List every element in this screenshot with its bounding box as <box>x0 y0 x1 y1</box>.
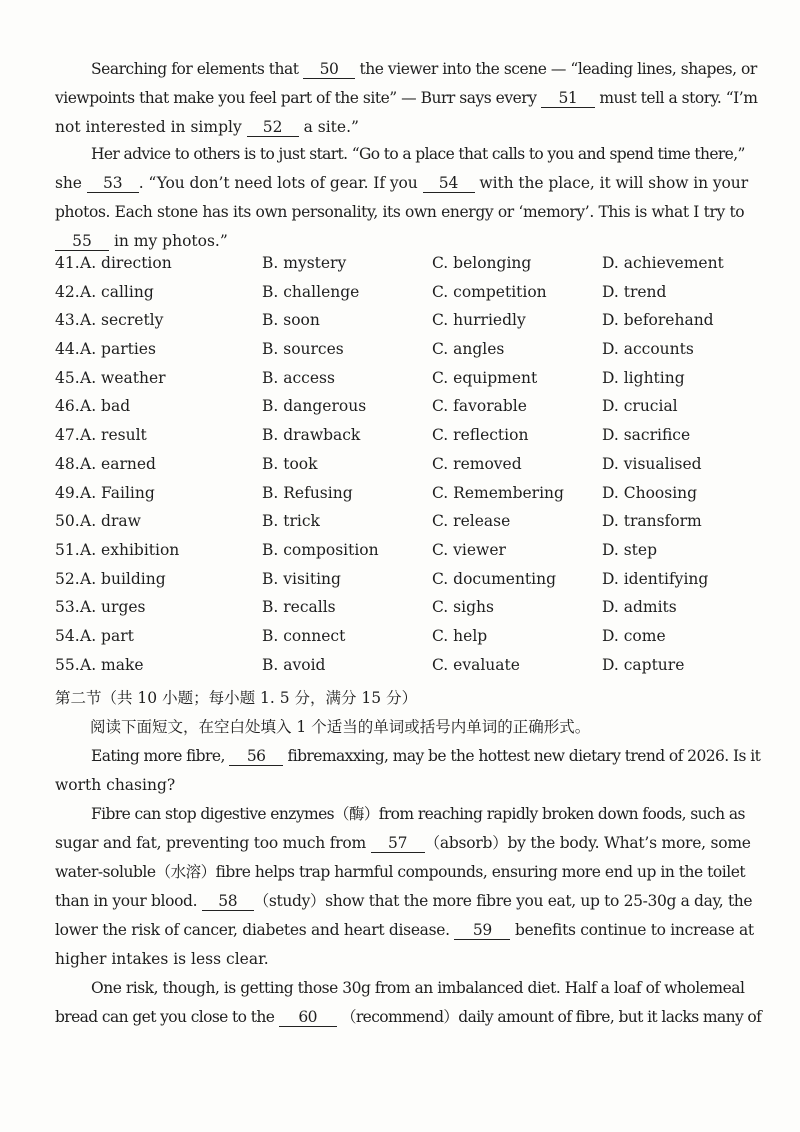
option-c: C. evaluate <box>432 655 520 674</box>
option-d: D. step <box>602 540 658 559</box>
blank-55: 55 <box>55 232 109 251</box>
text: viewpoints that make you feel part of the site” — Burr says every <box>55 89 537 107</box>
question-row <box>55 311 755 340</box>
option-d: D. transform <box>602 512 702 531</box>
option-b: B. soon <box>262 311 320 330</box>
blank-54: 54 <box>423 174 475 193</box>
option-c: C. competition <box>432 282 547 301</box>
text: . “You don’t need lots of gear. If you <box>138 174 418 192</box>
option-c: C. favorable <box>432 397 527 416</box>
passage-paragraph-5 <box>55 974 762 1032</box>
question-number: 43. <box>55 311 80 330</box>
question-row <box>55 254 755 283</box>
option-a: A. parties <box>80 340 156 359</box>
option-b: B. recalls <box>262 598 336 617</box>
option-c: C. angles <box>432 340 505 359</box>
option-d: D. accounts <box>602 340 694 359</box>
question-number: 51. <box>55 540 80 559</box>
option-c: C. help <box>432 626 488 645</box>
option-b: B. connect <box>262 626 346 645</box>
option-a: A. building <box>80 569 166 588</box>
option-b: B. took <box>262 454 318 473</box>
question-row <box>55 484 755 513</box>
blank-59: 59 <box>454 921 510 940</box>
option-b: B. sources <box>262 340 344 359</box>
text: One risk, though, is getting those 30g from an imbalanced diet. Half a loaf of wholemeal <box>91 979 745 997</box>
question-row <box>55 627 755 656</box>
option-a: A. weather <box>80 368 166 387</box>
option-d: D. beforehand <box>602 311 714 330</box>
option-a: A. result <box>80 426 147 445</box>
text: （absorb）by the body. What’s more, some <box>424 834 751 852</box>
option-a: A. make <box>80 655 144 674</box>
option-d: D. crucial <box>602 397 678 416</box>
option-c: C. release <box>432 512 511 531</box>
question-number: 54. <box>55 626 80 645</box>
question-number: 49. <box>55 483 80 502</box>
option-b: B. Refusing <box>262 483 353 502</box>
option-d: D. identifying <box>602 569 709 588</box>
question-row <box>55 598 755 627</box>
text: sugar and fat, preventing too much from <box>55 834 366 852</box>
text: than in your blood. <box>55 892 198 910</box>
question-number: 44. <box>55 340 80 359</box>
option-c: C. belonging <box>432 254 532 272</box>
option-d: D. trend <box>602 282 667 301</box>
option-c: C. reflection <box>432 426 529 445</box>
passage-paragraph-1 <box>55 55 758 142</box>
blank-57: 57 <box>371 834 425 853</box>
option-b: B. challenge <box>262 282 360 301</box>
text: higher intakes is less clear. <box>55 950 269 968</box>
option-c: C. documenting <box>432 569 557 588</box>
option-b: B. visiting <box>262 569 341 588</box>
question-row <box>55 512 755 541</box>
option-a: A. earned <box>80 454 156 473</box>
option-c: C. equipment <box>432 368 538 387</box>
blank-53: 53 <box>87 174 139 193</box>
answer-options-list <box>55 254 755 684</box>
option-c: C. removed <box>432 454 522 473</box>
section-2-instruction: 阅读下面短文，在空白处填入 1 个适当的单词或括号内单词的正确形式。 <box>90 718 591 736</box>
question-number: 50. <box>55 512 80 531</box>
text: must tell a story. “I’m <box>599 89 758 107</box>
option-a: A. direction <box>80 254 172 272</box>
passage-paragraph-4 <box>55 800 754 974</box>
option-d: D. come <box>602 626 666 645</box>
blank-52: 52 <box>247 118 299 137</box>
question-number: 46. <box>55 397 80 416</box>
option-a: A. Failing <box>80 483 155 502</box>
text: water-soluble（水溶）fibre helps trap harmful compounds, ensuring more end up in the toilet <box>55 863 746 881</box>
option-d: D. sacrifice <box>602 426 691 445</box>
option-d: D. lighting <box>602 368 685 387</box>
question-number: 47. <box>55 426 80 445</box>
text: Searching for elements that <box>91 60 299 78</box>
question-row <box>55 656 755 685</box>
text: Fibre can stop digestive enzymes（酶）from reaching rapidly broken down foods, such as <box>91 805 745 823</box>
passage-paragraph-2 <box>55 140 749 256</box>
option-c: C. hurriedly <box>432 311 526 330</box>
question-row <box>55 340 755 369</box>
blank-51: 51 <box>541 89 595 108</box>
question-number: 53. <box>55 598 80 617</box>
text: fibremaxxing, may be the hottest new dietary trend of 2026. Is it <box>287 747 761 765</box>
text: （study）show that the more fibre you eat, up to 25-30g a day, the <box>253 892 753 910</box>
blank-56: 56 <box>229 747 283 766</box>
option-c: C. Remembering <box>432 483 564 502</box>
text: in my photos.” <box>113 232 228 250</box>
question-number: 52. <box>55 569 80 588</box>
option-a: A. calling <box>80 282 154 301</box>
option-b: B. composition <box>262 540 379 559</box>
text: the viewer into the scene — “leading lines, shapes, or <box>359 60 757 78</box>
question-number: 42. <box>55 282 80 301</box>
option-a: A. bad <box>80 397 131 416</box>
question-row <box>55 570 755 599</box>
option-b: B. access <box>262 368 335 387</box>
blank-50: 50 <box>303 60 355 79</box>
text: lower the risk of cancer, diabetes and heart disease. <box>55 921 450 939</box>
question-number: 45. <box>55 368 80 387</box>
text: photos. Each stone has its own personality, its own energy or ‘memory’. This is what I try to <box>55 203 745 221</box>
question-row <box>55 455 755 484</box>
option-a: A. part <box>80 626 134 645</box>
question-row <box>55 283 755 312</box>
option-b: B. trick <box>262 512 320 531</box>
text: a site.” <box>303 118 359 136</box>
section-2-header: 第二节（共 10 小题；每小题 1. 5 分，满分 15 分） <box>55 689 418 707</box>
option-d: D. achievement <box>602 254 724 272</box>
question-row <box>55 369 755 398</box>
option-c: C. viewer <box>432 540 506 559</box>
option-a: A. secretly <box>80 311 164 330</box>
text: （recommend）daily amount of fibre, but it lacks many of <box>340 1008 762 1026</box>
option-a: A. exhibition <box>80 540 180 559</box>
option-a: A. draw <box>80 512 141 531</box>
option-d: D. admits <box>602 598 677 617</box>
text: Her advice to others is to just start. “Go to a place that calls to you and spend time there,” <box>91 145 745 163</box>
option-b: B. avoid <box>262 655 326 674</box>
text: worth chasing? <box>55 776 176 794</box>
text: bread can get you close to the <box>55 1008 275 1026</box>
option-d: D. visualised <box>602 454 702 473</box>
option-d: D. capture <box>602 655 685 674</box>
question-number: 55. <box>55 655 80 674</box>
question-row <box>55 426 755 455</box>
question-number: 48. <box>55 454 80 473</box>
option-b: B. mystery <box>262 254 347 272</box>
text: with the place, it will show in your <box>479 174 749 192</box>
blank-58: 58 <box>202 892 254 911</box>
question-number: 41. <box>55 254 80 272</box>
option-b: B. drawback <box>262 426 361 445</box>
text: not interested in simply <box>55 118 242 136</box>
blank-60: 60 <box>279 1008 337 1027</box>
text: Eating more fibre, <box>91 747 225 765</box>
text: she <box>55 174 82 192</box>
option-a: A. urges <box>80 598 146 617</box>
question-row <box>55 397 755 426</box>
passage-paragraph-3 <box>55 742 761 800</box>
option-c: C. sighs <box>432 598 494 617</box>
text: benefits continue to increase at <box>515 921 754 939</box>
question-row <box>55 541 755 570</box>
option-d: D. Choosing <box>602 483 698 502</box>
option-b: B. dangerous <box>262 397 367 416</box>
